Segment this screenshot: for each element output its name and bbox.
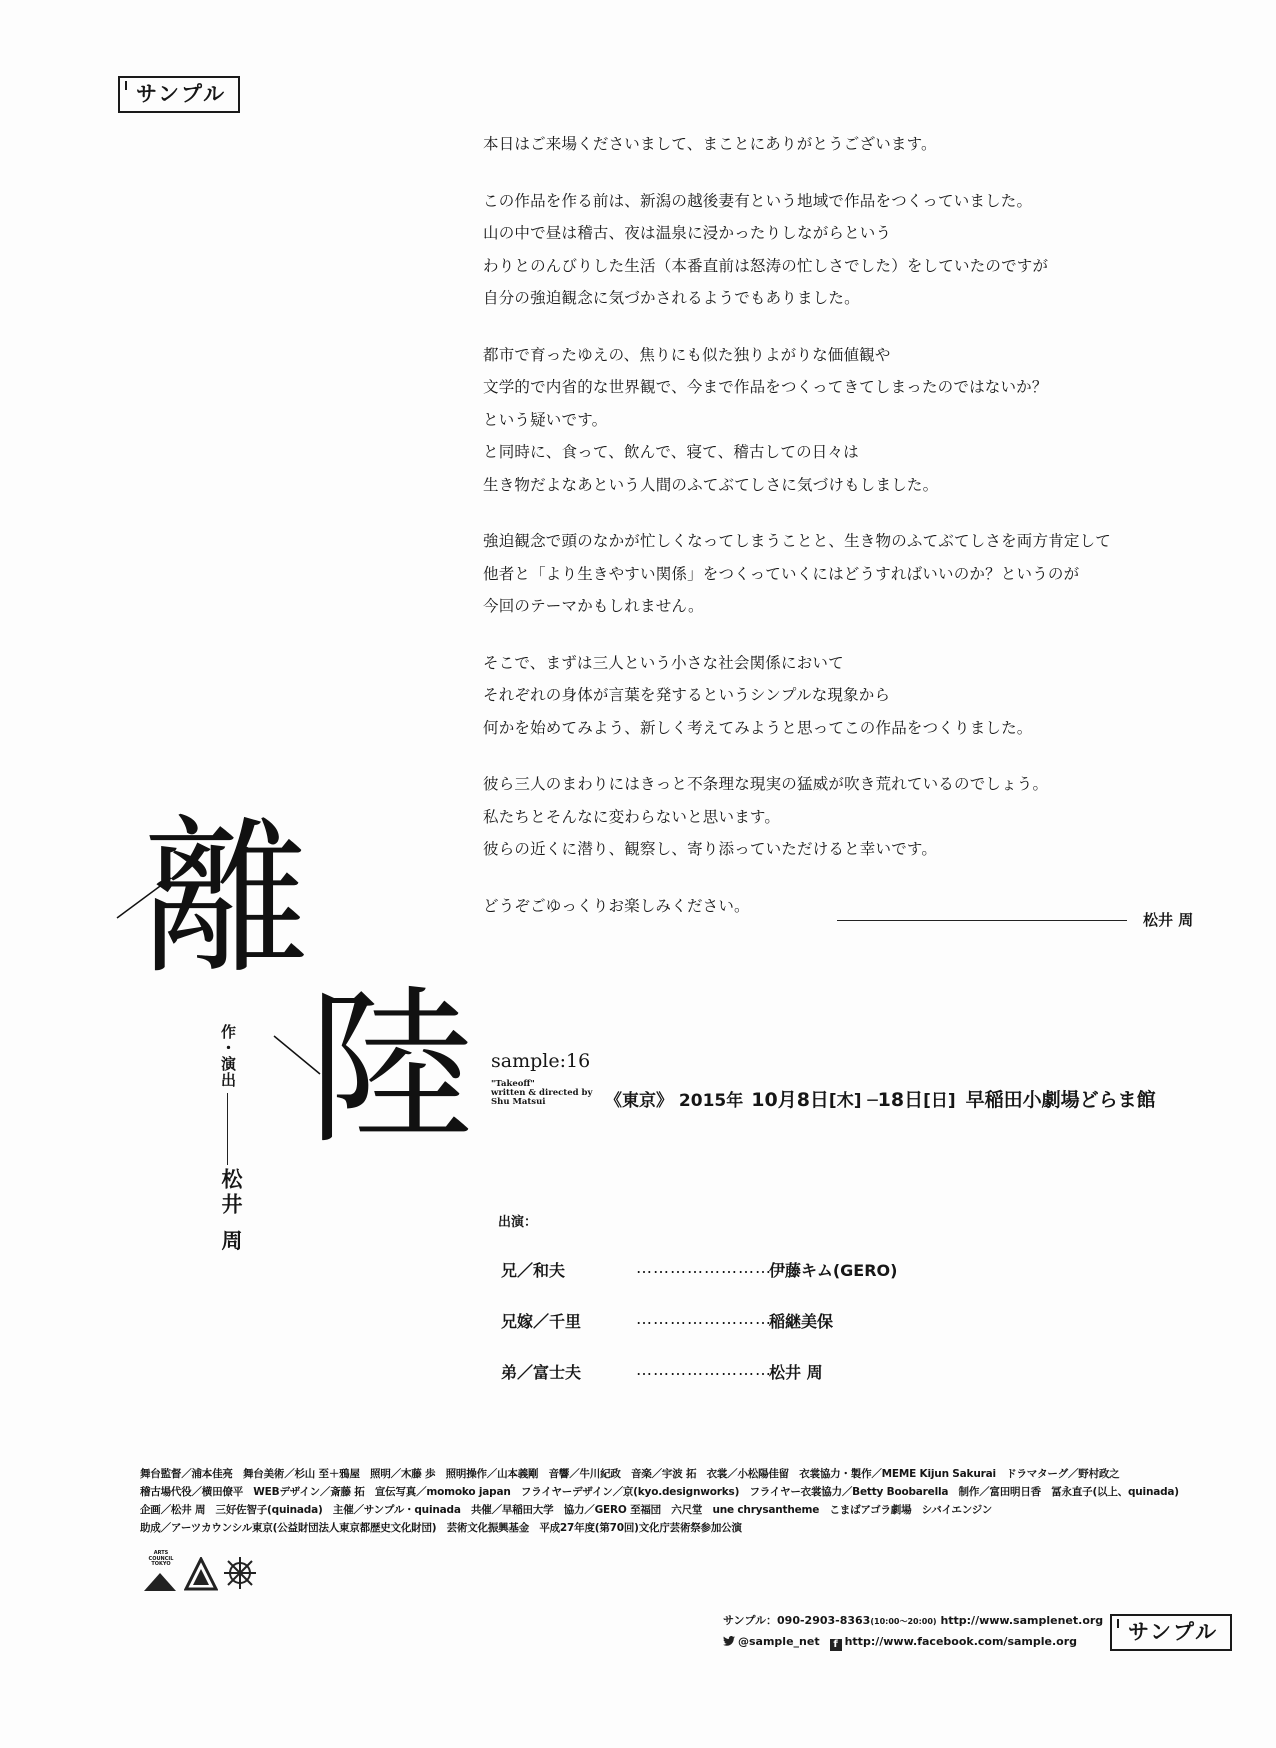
message-line: と同時に、食って、飲んで、寝て、稽古しての日々は: [483, 443, 859, 461]
header-logo-label: サンプル: [136, 82, 227, 106]
english-credit-name: Shu Matsui: [491, 1097, 546, 1107]
cast-role: 兄／和夫: [501, 1261, 566, 1280]
schedule-end-day: 日: [930, 1091, 948, 1111]
message-line: 何かを始めてみよう、新しく考えてみようと思ってこの作品をつくりました。: [483, 718, 1033, 737]
staff-credits: [140, 1465, 1179, 1537]
cast-heading: 出演：: [498, 1215, 538, 1230]
agency-logo-icon: [184, 1557, 218, 1591]
message-line: 都市で育ったゆえの、焦りにも似た独りよがりな価値観や: [483, 345, 891, 364]
message-paragraph-5: [483, 647, 1111, 745]
english-credit-title: "Takeoff": [491, 1079, 535, 1089]
message-paragraph-1: [483, 128, 1111, 161]
title-brush-stroke-2: [272, 1030, 332, 1080]
schedule-city: 《東京》: [605, 1091, 673, 1111]
message-paragraph-6: [483, 768, 1111, 866]
message-line: 山の中で昼は稽古、夜は温泉に浸かったりしながらという: [483, 224, 892, 242]
footer-logo: [1110, 1614, 1232, 1651]
message-paragraph-4: [483, 525, 1111, 623]
message-line: 今回のテーマかもしれません。: [483, 597, 704, 615]
message-line: 生き物だよなあという人間のふてぶてしさに気づけもしました。: [483, 475, 939, 494]
contact-website[interactable]: http://www.samplenet.org: [940, 1614, 1104, 1627]
message-line: 他者と「より生きやすい関係」をつくっていくにはどうすればいいのか？というのが: [483, 564, 1080, 583]
message-line: という疑いです。: [483, 410, 608, 429]
message-line: この作品を作る前は、新潟の越後妻有という地域で作品をつくっていました。: [483, 191, 1033, 210]
message-line: どうぞごゆっくりお楽しみください。: [483, 896, 750, 915]
message-line: 自分の強迫観念に気づかされるようでもありました。: [483, 289, 860, 307]
title-brush-stroke-1: [115, 860, 175, 920]
message-line: 彼らの近くに潜り、観察し、寄り添っていただけると幸いです。: [483, 840, 938, 858]
twitter-icon: [723, 1636, 735, 1646]
cast-dots: ……………………: [636, 1309, 772, 1328]
header-logo: [118, 76, 240, 113]
staff-credit-line: 稽古場代役／横田僚平 WEBデザイン／斎藤 拓 宣伝写真／momoko japan フライヤーデザイン／京(kyo.designworks) フライヤー衣裳協力／Betty Boobarella 制作／富田明日香 冨永直子(以上、quinada): [140, 1486, 1179, 1498]
message-signature: 松井 周: [1143, 911, 1194, 929]
sponsor-logos: [140, 1547, 260, 1593]
cast-actor: 伊藤キム(GERO): [769, 1261, 898, 1280]
schedule-start-day: 木: [836, 1091, 854, 1111]
director-role-vertical: 作・演出: [219, 1024, 237, 1088]
contact-twitter[interactable]: @sample_net: [738, 1635, 820, 1648]
schedule-year: 2015年: [678, 1091, 744, 1111]
message-line: 強迫観念で頭のなかが忙しくなってしまうことと、生き物のふてぶてしさを両方肯定して: [483, 532, 1112, 550]
arts-council-logo-text: ARTS COUNCIL TOKYO: [148, 1550, 174, 1567]
signature-rule: [837, 920, 1127, 921]
schedule-line: 《東京》 2015年 10月8日[木] ─18日[日] 早稲田小劇場どらま館: [605, 1089, 1156, 1111]
schedule-end: 18日: [877, 1089, 924, 1111]
schedule-start: 10月8日: [751, 1089, 829, 1111]
cast-actor: 松井 周: [769, 1363, 823, 1382]
facebook-icon: f: [830, 1639, 842, 1651]
festival-logo-icon: [222, 1555, 258, 1591]
cast-role: 弟／富士夫: [501, 1363, 582, 1382]
message-paragraph-3: [483, 339, 1111, 502]
staff-credit-line: 企画／松井 周 三好佐智子(quinada) 主催／サンプル・quinada 共催／早稲田大学 協力／GERO 至福団 六尺堂 une chrysantheme こまばアゴラ劇場 シバイエンジン: [140, 1504, 993, 1516]
staff-credit-line: 舞台監督／浦本佳亮 舞台美術／杉山 至＋鴉屋 照明／木藤 歩 照明操作／山本義剛 音響／牛川紀政 音楽／宇波 拓 衣裳／小松陽佳留 衣裳協力・製作／MEME Kijun Sakurai ドラマターグ／野村政之: [140, 1468, 1120, 1480]
staff-credit-line: 助成／アーツカウンシル東京(公益財団法人東京都歴史文化財団) 芸術文化振興基金 平成27年度(第70回)文化庁芸術祭参加公演: [140, 1522, 742, 1534]
message-paragraph-7: [483, 890, 1111, 923]
title-char-2: 陸: [307, 971, 475, 1167]
cast-dots: ……………………: [636, 1258, 772, 1277]
contact-phone: サンプル：090-2903-8363: [723, 1614, 871, 1627]
message-line: 彼ら三人のまわりにはきっと不条理な現実の猛威が吹き荒れているのでしょう。: [483, 775, 1049, 793]
contact-facebook[interactable]: http://www.facebook.com/sample.org: [844, 1635, 1078, 1648]
message-line: 本日はご来場くださいまして、まことにありがとうございます。: [483, 135, 937, 153]
director-vertical-rule: [227, 1093, 228, 1165]
english-credit-role: written & directed by: [491, 1088, 593, 1098]
cast-dots: ……………………: [636, 1360, 772, 1379]
message-paragraph-2: [483, 185, 1111, 315]
cast-actor: 稲継美保: [769, 1312, 834, 1331]
footer-logo-label: サンプル: [1128, 1620, 1219, 1644]
contact-line-2: [723, 1633, 1077, 1651]
cast-role: 兄嫁／千里: [501, 1312, 582, 1331]
english-credit: [491, 1080, 592, 1107]
title-char-1: 離: [142, 801, 310, 997]
series-label: sample:16: [491, 1050, 591, 1072]
contact-line-1: [723, 1612, 1103, 1631]
message-line: 文学的で内省的な世界観で、今まで作品をつくってきてしまったのではないか？: [483, 378, 1048, 396]
message-line: わりとのんびりした生活（本番直前は怒涛の忙しさでした）をしていたのですが: [483, 256, 1049, 275]
message-line: そこで、まずは三人という小さな社会関係において: [483, 653, 844, 672]
schedule-venue: 早稲田小劇場どらま館: [965, 1089, 1156, 1111]
message-line: それぞれの身体が言葉を発するというシンプルな現象から: [483, 686, 891, 704]
message-line: 私たちとそんなに変わらないと思います。: [483, 807, 781, 826]
contact-hours: (10:00～20:00): [870, 1617, 937, 1626]
director-name-vertical: 松井 周: [219, 1168, 243, 1255]
director-message: [483, 128, 1111, 946]
